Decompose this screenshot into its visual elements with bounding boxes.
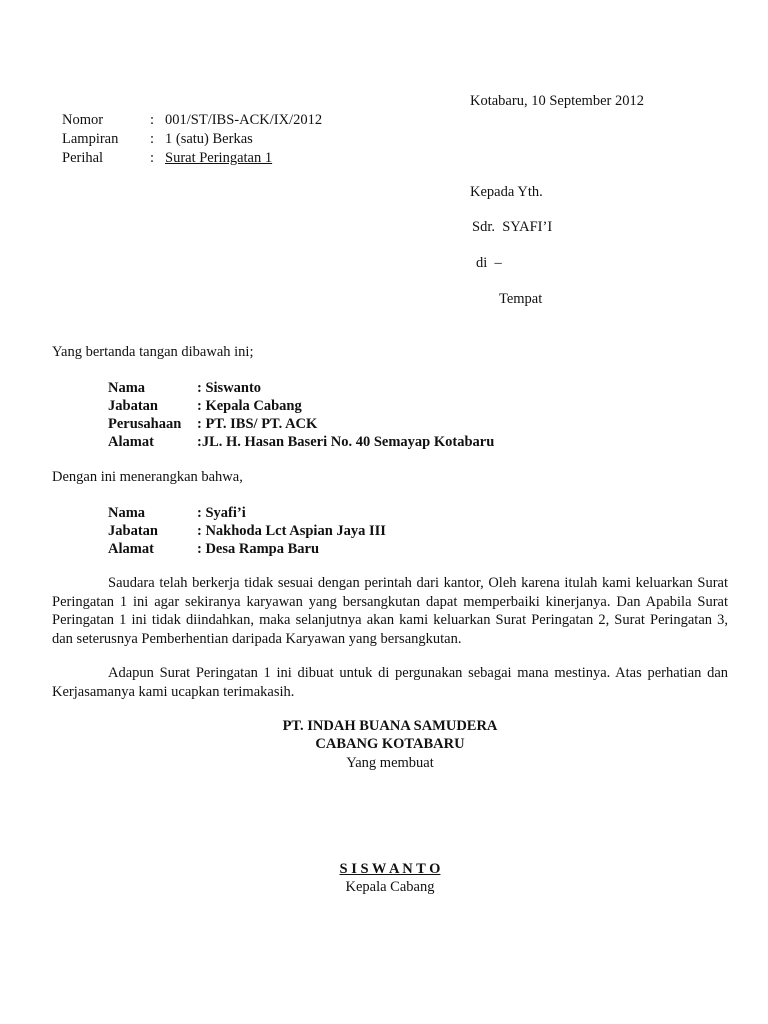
company-branch: CABANG KOTABARU: [315, 736, 465, 752]
meta-value: Surat Peringatan 1: [165, 150, 273, 166]
meta-label: Lampiran: [62, 131, 119, 147]
field-value: : Desa Rampa Baru: [197, 541, 320, 557]
letter-date: Kotabaru, 10 September 2012: [470, 93, 644, 109]
signature-title: Kepala Cabang: [345, 879, 435, 895]
field-value: : PT. IBS/ PT. ACK: [197, 416, 318, 432]
signer-caption: Yang membuat: [346, 755, 434, 771]
field-label: Perusahaan: [108, 416, 182, 432]
meta-colon: :: [150, 150, 155, 166]
signature-name: S I S W A N T O: [339, 861, 441, 877]
meta-value: 1 (satu) Berkas: [165, 131, 253, 147]
field-value: :JL. H. Hasan Baseri No. 40 Semayap Kotabaru: [197, 434, 495, 450]
declare-text: Dengan ini menerangkan bahwa,: [52, 469, 243, 485]
field-value: : Siswanto: [197, 380, 262, 396]
body-paragraph-2: Adapun Surat Peringatan 1 ini dibuat untuk di pergunakan sebagai mana mestinya. Atas perhatian dan Kerjasamanya kami ucapkan terimakasih.: [52, 665, 728, 700]
recipient-tempat: Tempat: [499, 291, 543, 307]
meta-value: 001/ST/IBS-ACK/IX/2012: [165, 112, 323, 128]
recipient-di: di –: [476, 255, 502, 271]
field-label: Jabatan: [108, 523, 158, 539]
field-label: Jabatan: [108, 398, 158, 414]
field-value: : Syafi’i: [197, 505, 246, 521]
recipient-name: Sdr. SYAFI’I: [472, 219, 553, 235]
field-value: : Kepala Cabang: [197, 398, 302, 414]
meta-label: Nomor: [62, 112, 104, 128]
field-label: Nama: [108, 380, 146, 396]
field-label: Nama: [108, 505, 146, 521]
body-paragraph-1: Saudara telah berkerja tidak sesuai dengan perintah dari kantor, Oleh karena itulah kami keluarkan Surat Peringatan 1 ini agar sekiranya karyawan yang bersangkutan dapat memperbaiki kinerjanya. Dan Apabila Surat Peringatan 1 ini tidak diindahkan, maka selanjutnya akan kami keluarkan Surat Peringatan 2, Surat Peringatan 3, dan seterusnya Pemberhentian daripada Karyawan yang bersangkutan.: [52, 575, 728, 647]
meta-label: Perihal: [62, 150, 104, 166]
meta-colon: :: [150, 131, 155, 147]
intro-text: Yang bertanda tangan dibawah ini;: [52, 344, 254, 360]
recipient-kepada: Kepada Yth.: [470, 184, 543, 200]
field-label: Alamat: [108, 541, 154, 557]
company-name: PT. INDAH BUANA SAMUDERA: [282, 718, 498, 734]
field-value: : Nakhoda Lct Aspian Jaya III: [197, 523, 386, 539]
field-label: Alamat: [108, 434, 154, 450]
meta-colon: :: [150, 112, 155, 128]
